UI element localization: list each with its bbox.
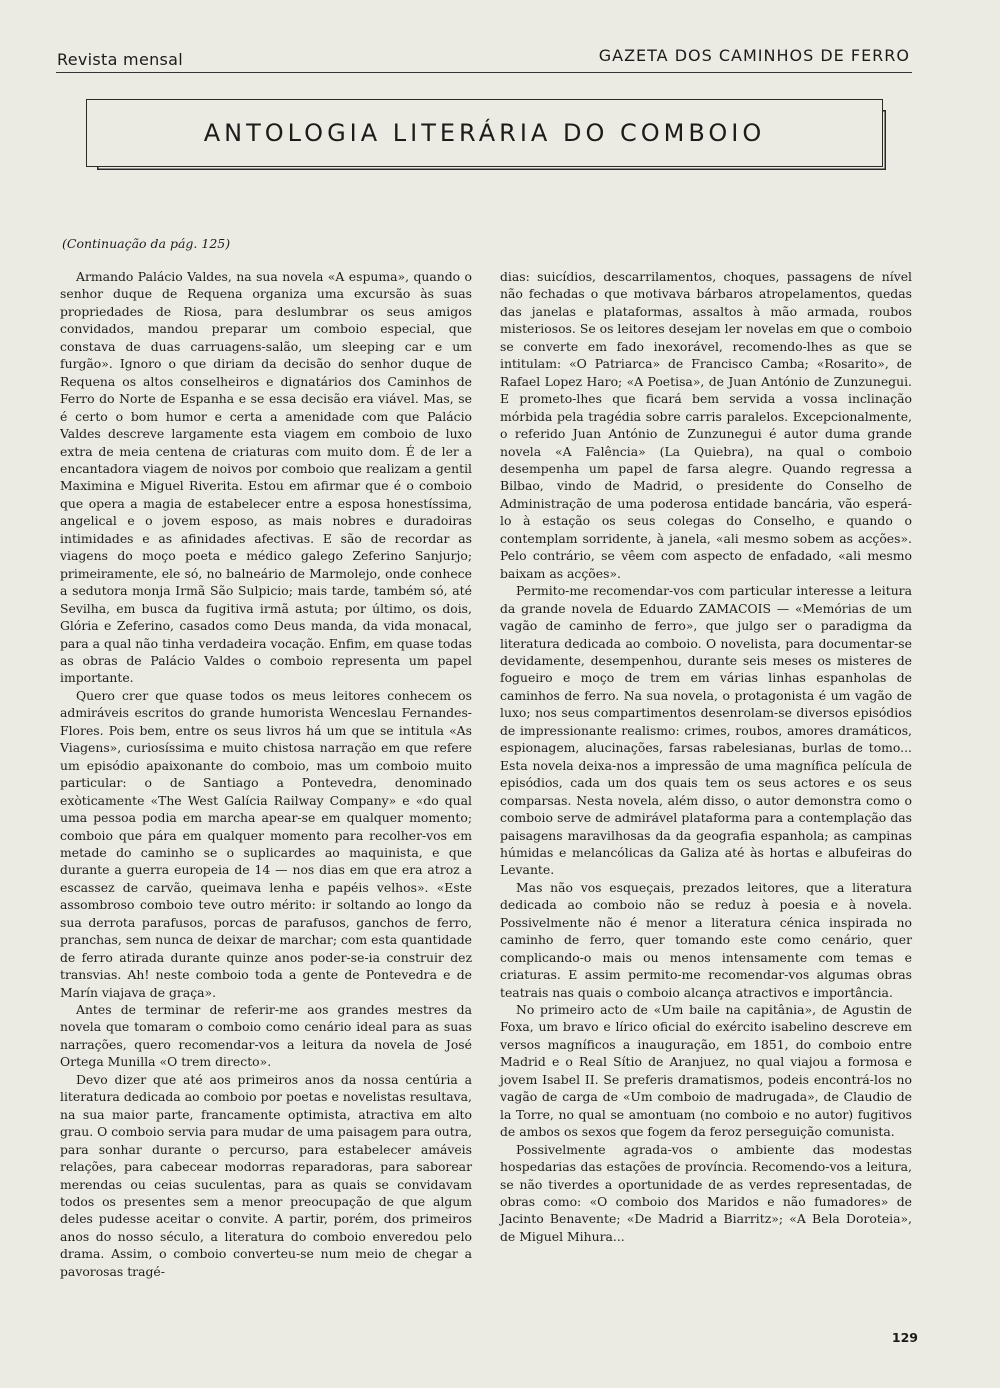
paragraph: Armando Palácio Valdes, na sua novela «A espuma», quando o senhor duque de Requena organiza uma excursão às suas propriedades de Riosa, para deslumbrar os seus amigos convidados, mandou preparar um comboio especial, que constava de duas carruagens-salão, um sleeping car e um furgão». Ignoro o que diriam da decisão do senhor duque de Requena os altos conselheiros e dignatários dos Caminhos de Ferro do Norte de Espanha e se essa decisão era viável. Mas, se é certo o bom humor e certa a amenidade com que Palácio Valdes descreve largamente esta viagem em comboio de luxo extra de meia centena de criaturas com muito dom. É de ler a encantadora viagem de noivos por comboio que realizam a gentil Maximina e Miguel Riverita. Estou em afirmar que é o comboio que opera a magia de estabelecer entre a esposa honestíssima, angelical e o jovem esposo, as mais nobres e duradoiras intimidades e as afinidades afectivas. E são de recordar as viagens do moço poeta e médico galego Zeferino Sanjurjo; primeiramente, ele só, no balneário de Marmolejo, onde conhece a sedutora monja Irmã São Sulpicio; mais tarde, também só, até Sevilha, em busca da fugitiva irmã astuta; por último, os dois, Glória e Zeferino, casados como Deus manda, da vida monacal, para a qual não tinha verdadeira vocação. Enfim, em quase todas as obras de Palácio Valdes o comboio representa um papel importante. [60,269,472,686]
page-number: 129 [891,1330,918,1345]
paragraph: Permito-me recomendar-vos com particular interesse a leitura da grande novela de Eduardo ZAMACOIS — «Memórias de um vagão de caminho de ferro», que julgo ser o paradigma da literatura dedicada ao comboio. O novelista, para documentar-se devidamente, desempenhou, durante seis meses os misteres de fogueiro e moço de trem em várias linhas espanholas de caminhos de ferro. Na sua novela, o protagonista é um vagão de luxo; nos seus compartimentos desenrolam-se diversos episódios de impressionante realismo: crimes, roubos, amores dramáticos, espionagem, alucinações, farsas rabelesianas, burlas de tomo... Esta novela deixa-nos a impressão de uma magnífica película de episódios, cada um dos quais tem os seus actores e os seus comparsas. Nesta novela, além disso, o autor demonstra como o comboio serve de admirável plataforma para a contemplação das paisagens maravilhosas da da geografia espanhola; as campinas húmidas e melancólicas da Galiza até às hortas e albufeiras do Levante. [500,583,912,878]
paragraph: Mas não vos esqueçais, prezados leitores, que a literatura dedicada ao comboio não se reduz à poesia e à novela. Possivelmente não é menor a literatura cénica inspirada no caminho de ferro, quer tomando este como cenário, quer complicando-o mais ou menos intensamente com temas e criaturas. E assim permito-me recomendar-vos algumas obras teatrais nas quais o comboio alcança atractivos e importância. [500,879,912,1000]
paragraph: dias: suicídios, descarrilamentos, choques, passagens de nível não fechadas o que motivava bárbaros atropelamentos, quedas das janelas e plataformas, assaltos à mão armada, roubos misteriosos. Se os leitores desejam ler novelas em que o comboio se converte em fado inexorável, recomendo-lhes as que se intitulam: «O Patriarca» de Francisco Camba; «Rosarito», de Rafael Lopez Haro; «A Poetisa», de Juan António de Zunzunegui. E prometo-lhes que ficará bem servida a vossa inclinação mórbida pela tragédia sobre carris paralelos. Excepcionalmente, o referido Juan António de Zunzunegui é autor duma grande novela «A Falência» (La Quiebra), na qual o comboio desempenha um papel de farsa alegre. Quando regressa a Bilbao, vindo de Madrid, o presidente do Conselho de Administração de uma poderosa entidade bancária, vão esperá-lo à estação os seus colegas do Conselho, e quando o contemplam sorridente, à janela, «ali mesmo sobem as acções». Pelo contrário, se vêem com aspecto de enfadado, «ali mesmo baixam as acções». [500,269,912,581]
paragraph: Antes de terminar de referir-me aos grandes mestres da novela que tomaram o comboio como cenário ideal para as suas narrações, quero recomendar-vos a leitura da novela de José Ortega Munilla «O trem directo». [60,1002,472,1070]
continuation-note: (Continuação da pág. 125) [62,236,231,251]
paragraph: No primeiro acto de «Um baile na capitânia», de Agustin de Foxa, um bravo e lírico oficial do exército isabelino descreve em versos magníficos a inauguração, em 1851, do comboio entre Madrid e o Real Sítio de Aranjuez, no qual viajou a formosa e jovem Isabel II. Se preferis dramatismos, podeis encontrá-los no vagão de carga de «Um comboio de madrugada», de Claudio de la Torre, no qual se amontuam (no comboio e no autor) fugitivos de ambos os sexos que fogem da feroz perseguição comunista. [500,1002,912,1140]
article-title: ANTOLOGIA LITERÁRIA DO COMBOIO [203,119,766,147]
paragraph: Quero crer que quase todos os meus leitores conhecem os admiráveis escritos do grande humorista Wenceslau Fernandes-Flores. Pois bem, entre os seus livros há um que se intitula «As Viagens», curiosíssima e muito chistosa narração em que refere um episódio apaixonante do comboio, mas um comboio muito particular: o de Santiago a Pontevedra, denominado exòticamente «The West Galícia Railway Company» e «do qual uma pessoa podia em marcha apear-se em qualquer momento; comboio que pára em qualquer momento para recolher-vos em metade do caminho se o suplicardes ao maquinista, e que durante a guerra europeia de 14 — nos dias em que era atroz a escassez de carvão, queimava lenha e papéis velhos». «Este assombroso comboio teve outro mérito: ir soltando ao longo da sua derrota parafusos, porcas de parafusos, ganchos de ferro, pranchas, sem nunca de deixar de marchar; com esta quantidade de ferro atirada durante quinze anos poder-se-ia construir dez transvias. Ah! neste comboio toda a gente de Pontevedra e de Marín viajava de graça». [60,687,472,1000]
paragraph: Possivelmente agrada-vos o ambiente das modestas hospedarias das estações de província. Recomendo-vos a leitura, se não tiverdes a oportunidade de as verdes representadas, de obras como: «O comboio dos Maridos e não fumadores» de Jacinto Benavente; «De Madrid a Biarritz»; «A Bela Doroteia», de Miguel Mihura... [500,1141,912,1244]
header-rule [56,72,912,73]
right-column [500,268,912,1245]
title-box [86,99,883,167]
header-left: Revista mensal [57,50,184,69]
paragraph: Devo dizer que até aos primeiros anos da nossa centúria a literatura dedicada ao comboio por poetas e novelistas resultava, na sua maior parte, francamente optimista, atractiva em alto grau. O comboio servia para mudar de uma paisagem para outra, para sonhar durante o percurso, para estabelecer amáveis relações, para cabecear modorras reparadoras, para saborear merendas ou ceias suculentas, para as quais se convidavam todos os presentes sem a menor preocupação de que algum deles pudesse aceitar o convite. A partir, porém, dos primeiros anos do nosso século, a literatura do comboio enveredou pelo drama. Assim, o comboio converteu-se num meio de chegar a pavorosas tragé- [60,1071,472,1279]
header-right: GAZETA DOS CAMINHOS DE FERRO [598,46,910,65]
left-column [60,268,472,1280]
